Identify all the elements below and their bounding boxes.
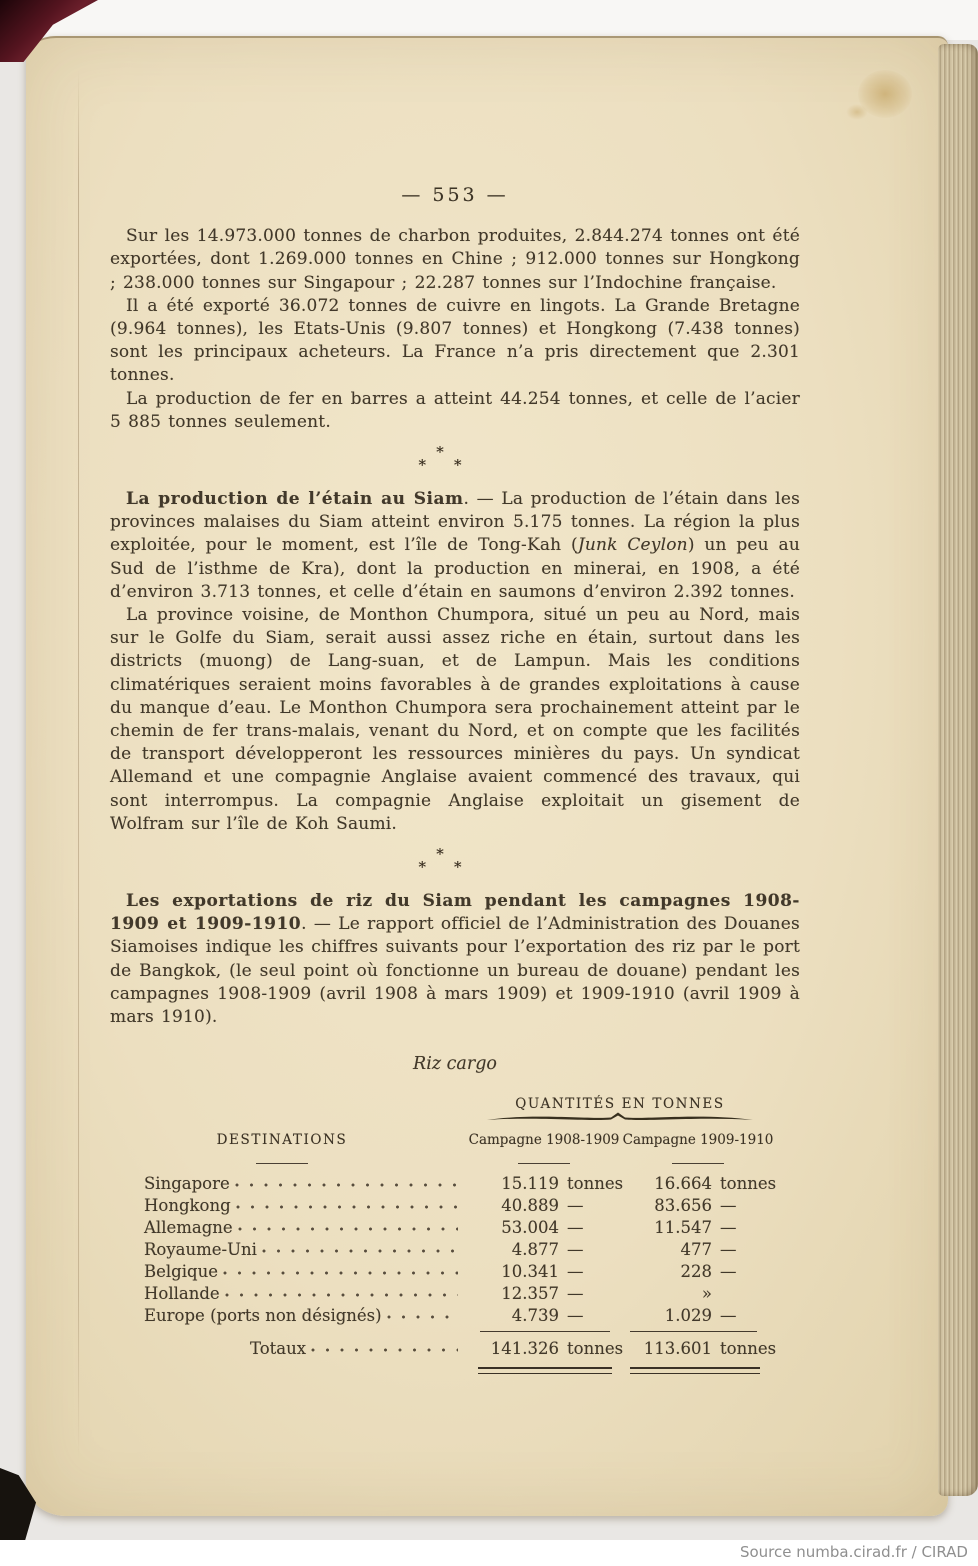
asterisk-icon: * xyxy=(436,845,444,864)
destination-label: Hongkong xyxy=(144,1195,231,1215)
asterisk-icon: * xyxy=(454,456,462,475)
table-totals-row xyxy=(144,1338,777,1360)
page-number: — 553 — xyxy=(401,184,509,206)
total-unit-1909-1910: tonnes xyxy=(720,1338,777,1358)
unit-1908-1909: — xyxy=(567,1217,584,1237)
header-rule xyxy=(518,1163,570,1164)
qty-1908-1909: 12.357 xyxy=(501,1283,559,1303)
destination-label: Singapore xyxy=(144,1173,230,1193)
table-title: Riz cargo xyxy=(413,1054,497,1075)
destination-label: Belgique xyxy=(144,1261,218,1281)
rice-dash: . — xyxy=(301,914,339,935)
qty-1909-1910: 228 xyxy=(680,1261,712,1281)
totals-bottom-rules xyxy=(144,1365,764,1379)
unit-1908-1909: — xyxy=(567,1239,584,1259)
paragraph-copper: Il a été exporté 36.072 tonnes de cuivre en lingots. La Grande Bretagne (9.964 tonnes), les Etats-Unis (9.807 tonnes) et Hongkong (7.438 tonnes) sont les principaux acheteurs. La France n’a pris directement que 2.301 tonnes. xyxy=(110,295,800,386)
table-header xyxy=(144,1093,774,1173)
total-unit-1908-1909: tonnes xyxy=(567,1338,624,1358)
double-rule xyxy=(478,1367,612,1374)
paragraph-rice xyxy=(110,890,800,1029)
asterisk-icon: * xyxy=(418,456,426,475)
unit-1909-1910: — xyxy=(720,1195,737,1215)
column-group-header: QUANTITÉS EN TONNES xyxy=(515,1095,725,1112)
source-caption: Source numba.cirad.fr / CIRAD xyxy=(739,1543,968,1561)
page-crease xyxy=(78,70,79,1460)
table-row xyxy=(144,1305,764,1327)
header-rule xyxy=(672,1163,724,1164)
qty-1909-1910: 477 xyxy=(680,1239,712,1259)
source-caption-bar xyxy=(0,1540,978,1566)
dot-leader xyxy=(238,1219,458,1233)
table-row xyxy=(144,1173,777,1195)
dot-leader xyxy=(223,1263,458,1277)
unit-1909-1910: — xyxy=(720,1261,737,1281)
qty-1908-1909: 4.877 xyxy=(511,1239,559,1259)
paragraph-iron: La production de fer en barres a atteint 44.254 tonnes, et celle de l’acier 5 885 tonnes seulement. xyxy=(110,388,800,432)
table-row xyxy=(144,1261,764,1283)
brace-icon xyxy=(485,1110,755,1123)
paragraph-tin xyxy=(110,488,800,604)
qty-1909-1910: 16.664 xyxy=(654,1173,712,1193)
paper-stain-small xyxy=(846,104,868,120)
table-row xyxy=(144,1217,764,1239)
dot-leader xyxy=(387,1307,458,1321)
qty-1909-1910: 11.547 xyxy=(654,1217,712,1237)
table-row xyxy=(144,1239,764,1261)
asterism-separator xyxy=(110,443,770,475)
totals-label: Totaux xyxy=(250,1338,307,1358)
rice-exports-table xyxy=(144,1093,777,1379)
double-rule xyxy=(630,1367,760,1374)
destination-label: Allemagne xyxy=(144,1217,233,1237)
qty-1909-1910: 83.656 xyxy=(654,1195,712,1215)
unit-1908-1909: — xyxy=(567,1261,584,1281)
totals-top-rules xyxy=(144,1327,764,1336)
unit-1908-1909: tonnes xyxy=(567,1173,624,1193)
paragraph-coal: Sur les 14.973.000 tonnes de charbon produites, 2.844.274 tonnes ont été exportées, dont 1.269.000 tonnes en Chine ; 912.000 tonnes sur Hongkong ; 238.000 tonnes sur Singapour ; 22.287 tonnes sur l’Indochine française. xyxy=(110,226,800,293)
total-qty-1908-1909: 141.326 xyxy=(490,1338,559,1358)
dot-leader xyxy=(262,1241,458,1255)
dot-leader xyxy=(236,1197,458,1211)
rice-body: Le rapport officiel de l’Administration des Douanes Siamoises indique les chiffres suivants pour l’exportation des riz par le port de Bangkok, (le seul point où fonctionne un bureau de douane) pendant les campagnes 1908-1909 (avril 1908 à mars 1909) et 1909-1910 (avril 1909 à mars 1910). xyxy=(110,914,800,1028)
qty-1908-1909: 10.341 xyxy=(501,1261,559,1281)
tin-body-1: La production de l’étain dans les provinces malaises du Siam atteint environ 5.175 tonnes. La région la plus exploitée, pour le moment, est l’île de Tong-Kah ( xyxy=(110,489,801,556)
unit-1908-1909: — xyxy=(567,1195,584,1215)
tin-body-2: ) un peu au Sud de l’isthme de Kra), dont la production en minerai, en 1908, a été d’environ 3.713 tonnes, et celle d’étain en saumons d’environ 2.392 tonnes. xyxy=(110,535,800,602)
unit-1908-1909: — xyxy=(567,1305,584,1325)
scanner-background-top xyxy=(0,0,978,40)
tin-italic-name: Junk Ceylon xyxy=(577,535,688,556)
unit-1909-1910: — xyxy=(720,1239,737,1259)
destination-label: Europe (ports non désignés) xyxy=(144,1305,382,1325)
total-qty-1909-1910: 113.601 xyxy=(643,1338,712,1358)
destination-label: Hollande xyxy=(144,1283,220,1303)
qty-1908-1909: 4.739 xyxy=(511,1305,559,1325)
destination-label: Royaume-Uni xyxy=(144,1239,257,1259)
unit-1909-1910: tonnes xyxy=(720,1173,777,1193)
qty-1908-1909: 53.004 xyxy=(501,1217,559,1237)
dot-leader xyxy=(225,1285,458,1299)
dot-leader xyxy=(311,1340,458,1354)
table-row xyxy=(144,1283,764,1305)
unit-1909-1910: — xyxy=(720,1305,737,1325)
qty-1909-1910: » xyxy=(701,1283,712,1303)
column-header-campaign-1908-1909: Campagne 1908-1909 xyxy=(468,1131,620,1148)
column-header-destinations: DESTINATIONS xyxy=(216,1131,348,1148)
rule xyxy=(630,1331,757,1332)
dot-leader xyxy=(235,1175,458,1189)
rule xyxy=(480,1331,610,1332)
qty-1909-1910: 1.029 xyxy=(664,1305,712,1325)
asterism-separator xyxy=(110,845,770,877)
unit-1909-1910: — xyxy=(720,1217,737,1237)
qty-1908-1909: 40.889 xyxy=(501,1195,559,1215)
tin-section-heading: La production de l’étain au Siam xyxy=(126,489,464,510)
asterisk-icon: * xyxy=(418,858,426,877)
qty-1908-1909: 15.119 xyxy=(501,1173,559,1193)
asterisk-icon: * xyxy=(436,443,444,462)
header-rule xyxy=(256,1163,308,1164)
rice-section-heading: Les exportations de riz du Siam pendant les campagnes 1908-1909 et 1909-1910 xyxy=(110,891,800,935)
page-content xyxy=(110,184,800,1379)
table-row xyxy=(144,1195,764,1217)
unit-1908-1909: — xyxy=(567,1283,584,1303)
asterisk-icon: * xyxy=(454,858,462,877)
page-stack-right-edge xyxy=(938,44,978,1496)
tin-dash: . — xyxy=(463,489,502,510)
paragraph-tin-2: La province voisine, de Monthon Chumpora, situé un peu au Nord, mais sur le Golfe du Siam, serait aussi assez riche en étain, surtout dans les districts (muong) de Lang-suan, et de Lampun. Mais les conditions climatériques seraient moins favorables à de grandes exploitations à cause du manque d’eau. Le Monthon Chumpora sera prochainement atteint par le chemin de fer trans-malais, venant du Nord, et on compte que les facilités de transport développeront les ressources minières du pays. Un syndicat Allemand et une compagnie Anglaise avaient commencé des travaux, qui sont interrompus. La compagnie Anglaise exploitait un gisement de Wolfram sur l’île de Koh Saumi. xyxy=(110,605,800,834)
column-header-campaign-1909-1910: Campagne 1909-1910 xyxy=(622,1131,774,1148)
